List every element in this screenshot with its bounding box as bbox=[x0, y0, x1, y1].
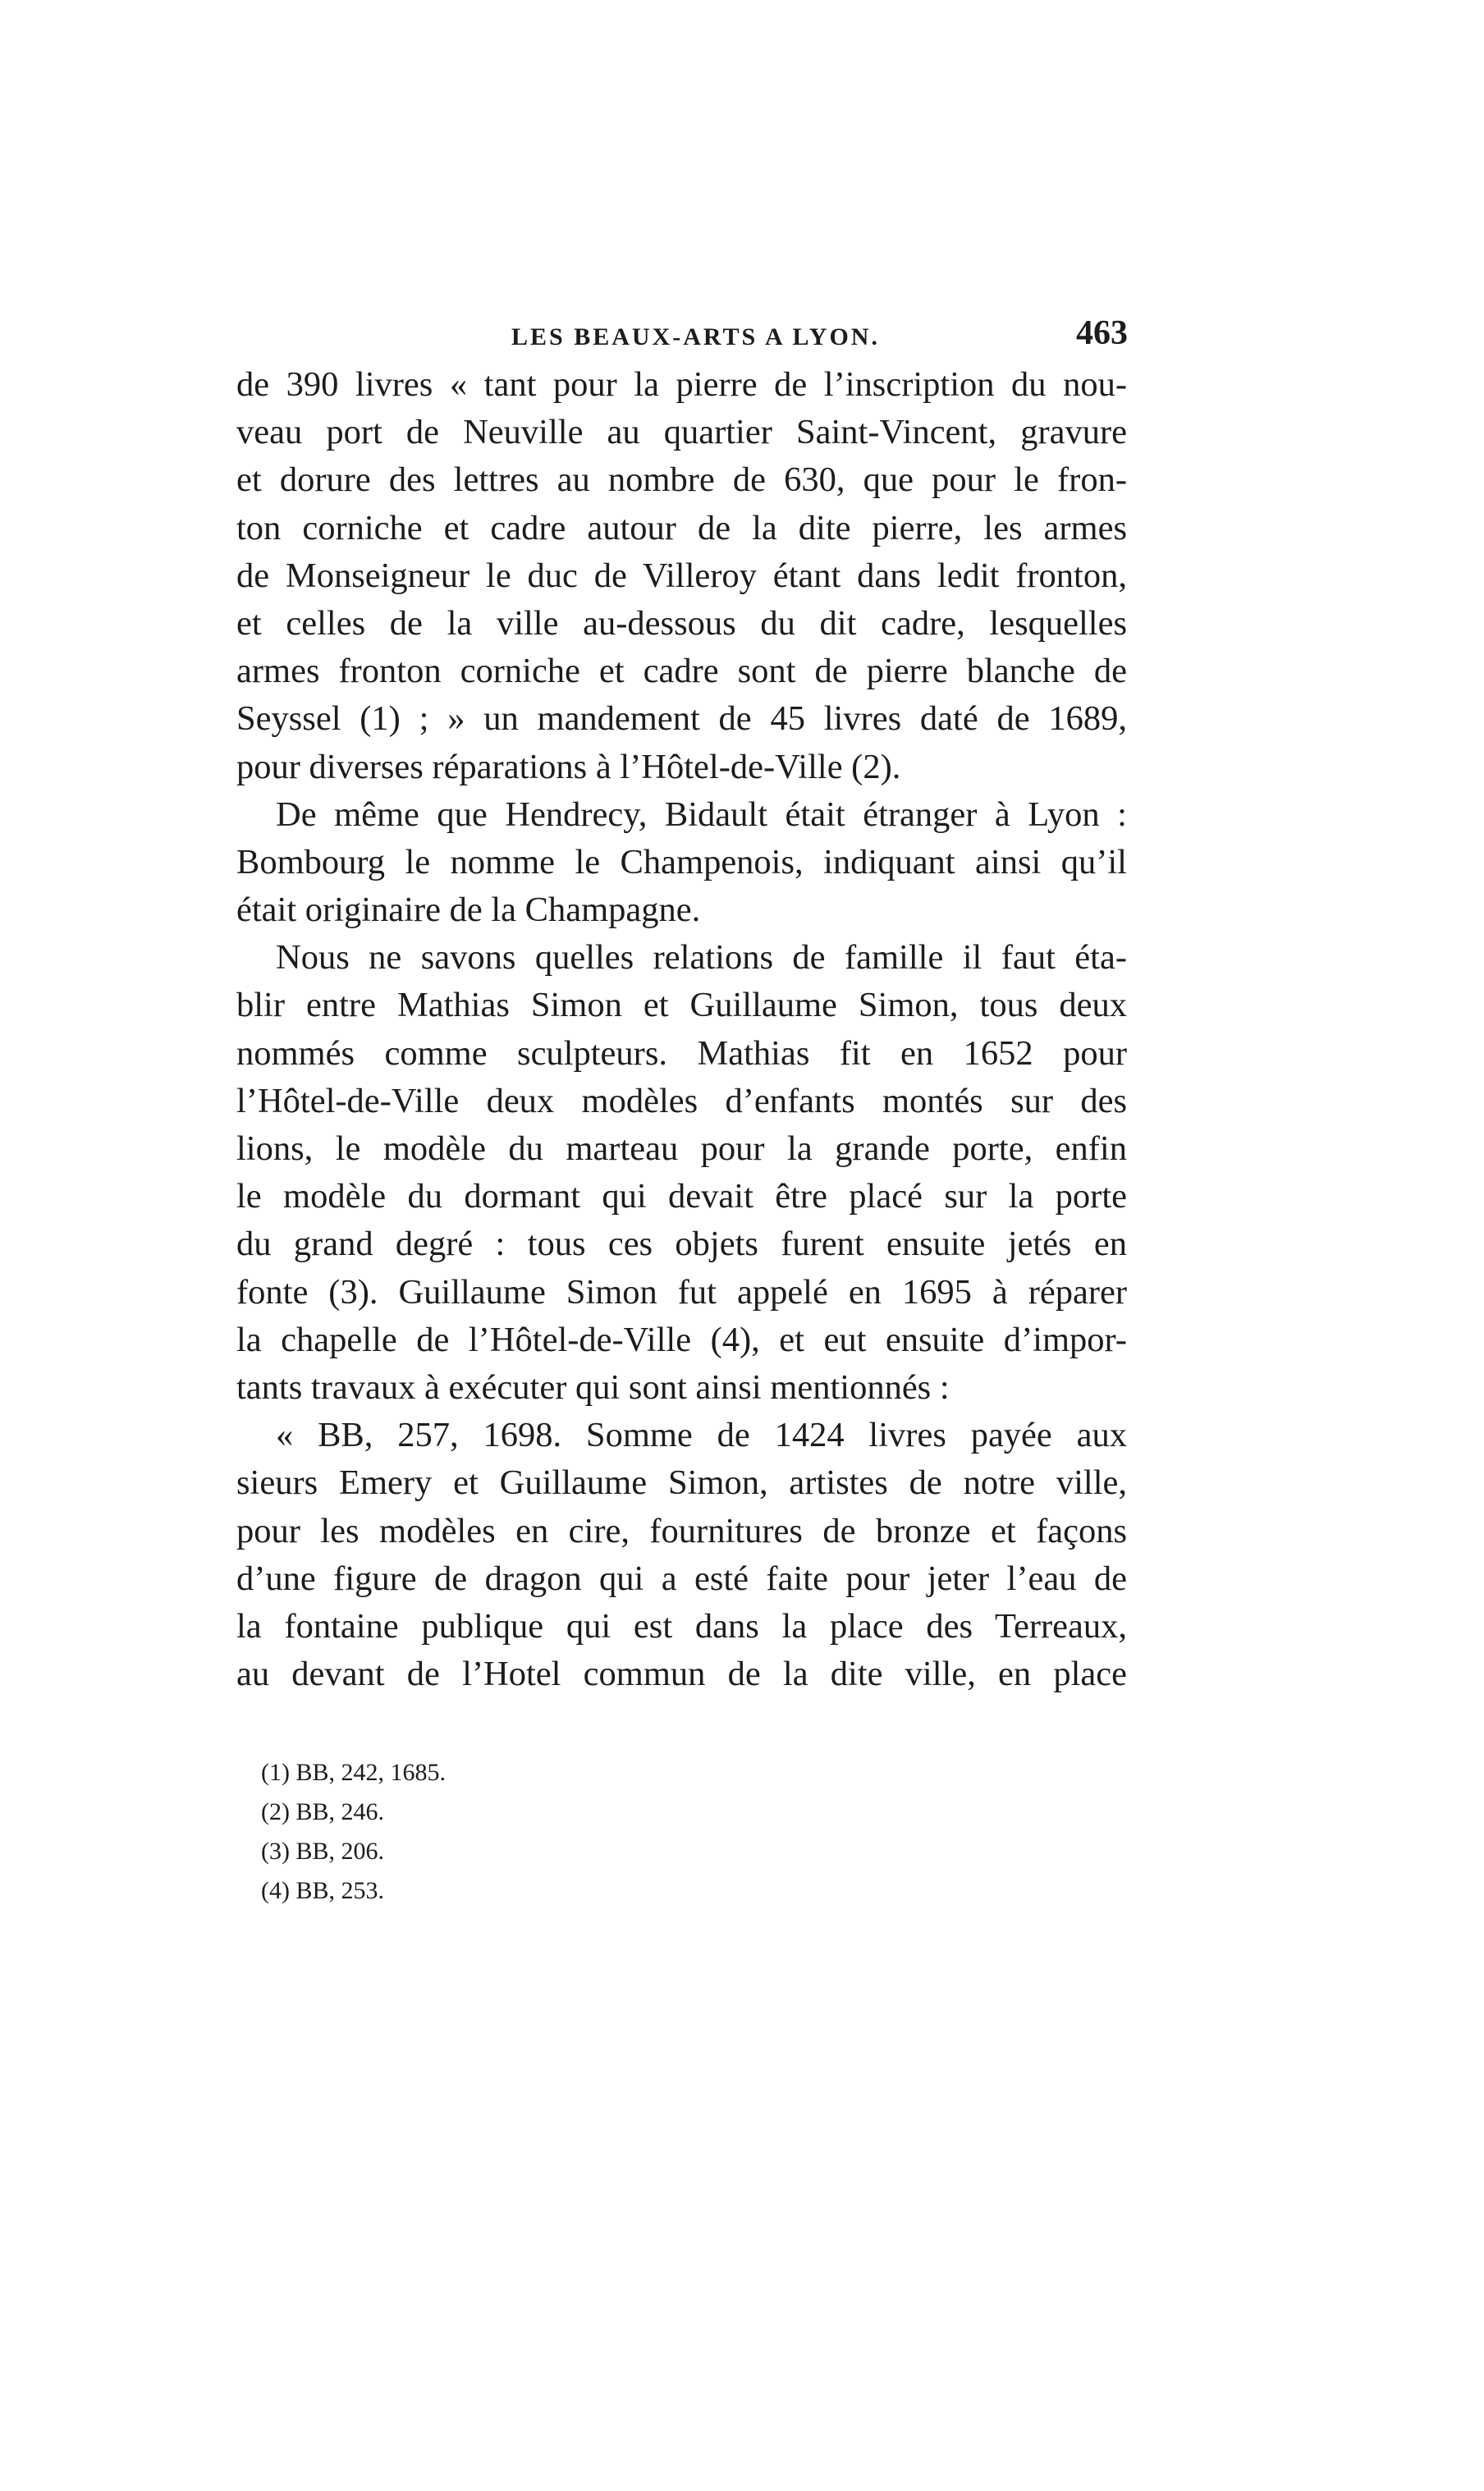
text-line: ton corniche et cadre autour de la dite pierre, les armes bbox=[236, 508, 1127, 547]
text-line: tants travaux à exécuter qui sont ainsi mentionnés : bbox=[236, 1367, 950, 1407]
footnote: (3) BB, 206. bbox=[261, 1838, 384, 1865]
text-line: d’une figure de dragon qui a esté faite pour jeter l’eau de bbox=[236, 1559, 1127, 1598]
text-line: veau port de Neuville au quartier Saint-Vincent, gravure bbox=[236, 413, 1127, 452]
text-line: l’Hôtel-de-Ville deux modèles d’enfants montés sur des bbox=[236, 1081, 1127, 1120]
text-line: le modèle du dormant qui devait être placé sur la porte bbox=[236, 1177, 1127, 1216]
text-line: pour les modèles en cire, fournitures de bronze et façons bbox=[236, 1511, 1127, 1550]
text-line: sieurs Emery et Guillaume Simon, artistes de notre ville, bbox=[236, 1463, 1127, 1503]
text-line: et celles de la ville au-dessous du dit cadre, lesquelles bbox=[236, 603, 1127, 643]
footnote: (2) BB, 246. bbox=[261, 1798, 384, 1825]
text-line: la fontaine publique qui est dans la place des Terreaux, bbox=[236, 1606, 1127, 1646]
footnote: (1) BB, 242, 1685. bbox=[261, 1759, 446, 1786]
body-text bbox=[236, 361, 1127, 1698]
text-line: armes fronton corniche et cadre sont de pierre blanche de bbox=[236, 652, 1127, 691]
text-line: était originaire de la Champagne. bbox=[236, 891, 701, 930]
text-line: du grand degré : tous ces objets furent ensuite jetés en bbox=[236, 1225, 1127, 1264]
text-line: de 390 livres « tant pour la pierre de l’inscription du nou- bbox=[236, 365, 1127, 404]
text-line: et dorure des lettres au nombre de 630, que pour le fron- bbox=[236, 460, 1127, 500]
text-line: de Monseigneur le duc de Villeroy étant dans ledit fronton, bbox=[236, 556, 1127, 595]
text-line: Seyssel (1) ; » un mandement de 45 livres daté de 1689, bbox=[236, 699, 1127, 739]
page-number: 463 bbox=[1076, 314, 1128, 352]
text-line: Nous ne savons quelles relations de famille il faut éta- bbox=[276, 938, 1127, 978]
footnote: (4) BB, 253. bbox=[261, 1877, 384, 1904]
running-head bbox=[236, 314, 1139, 363]
text-line: fonte (3). Guillaume Simon fut appelé en 1695 à réparer bbox=[236, 1272, 1127, 1312]
text-line: pour diverses réparations à l’Hôtel-de-Ville (2). bbox=[236, 747, 901, 786]
running-title: LES BEAUX-ARTS A LYON. bbox=[511, 323, 880, 350]
footnotes bbox=[261, 1753, 753, 1911]
text-line: « BB, 257, 1698. Somme de 1424 livres payée aux bbox=[276, 1416, 1127, 1455]
text-line: lions, le modèle du marteau pour la grande porte, enfin bbox=[236, 1129, 1127, 1168]
text-line: Bombourg le nomme le Champenois, indiquant ainsi qu’il bbox=[236, 842, 1127, 881]
text-line: au devant de l’Hotel commun de la dite ville, en place bbox=[236, 1655, 1127, 1694]
text-line: la chapelle de l’Hôtel-de-Ville (4), et eut ensuite d’impor- bbox=[236, 1320, 1127, 1359]
text-line: De même que Hendrecy, Bidault était étranger à Lyon : bbox=[276, 794, 1127, 834]
text-line: nommés comme sculpteurs. Mathias fit en 1652 pour bbox=[236, 1033, 1127, 1073]
text-line: blir entre Mathias Simon et Guillaume Simon, tous deux bbox=[236, 986, 1127, 1025]
